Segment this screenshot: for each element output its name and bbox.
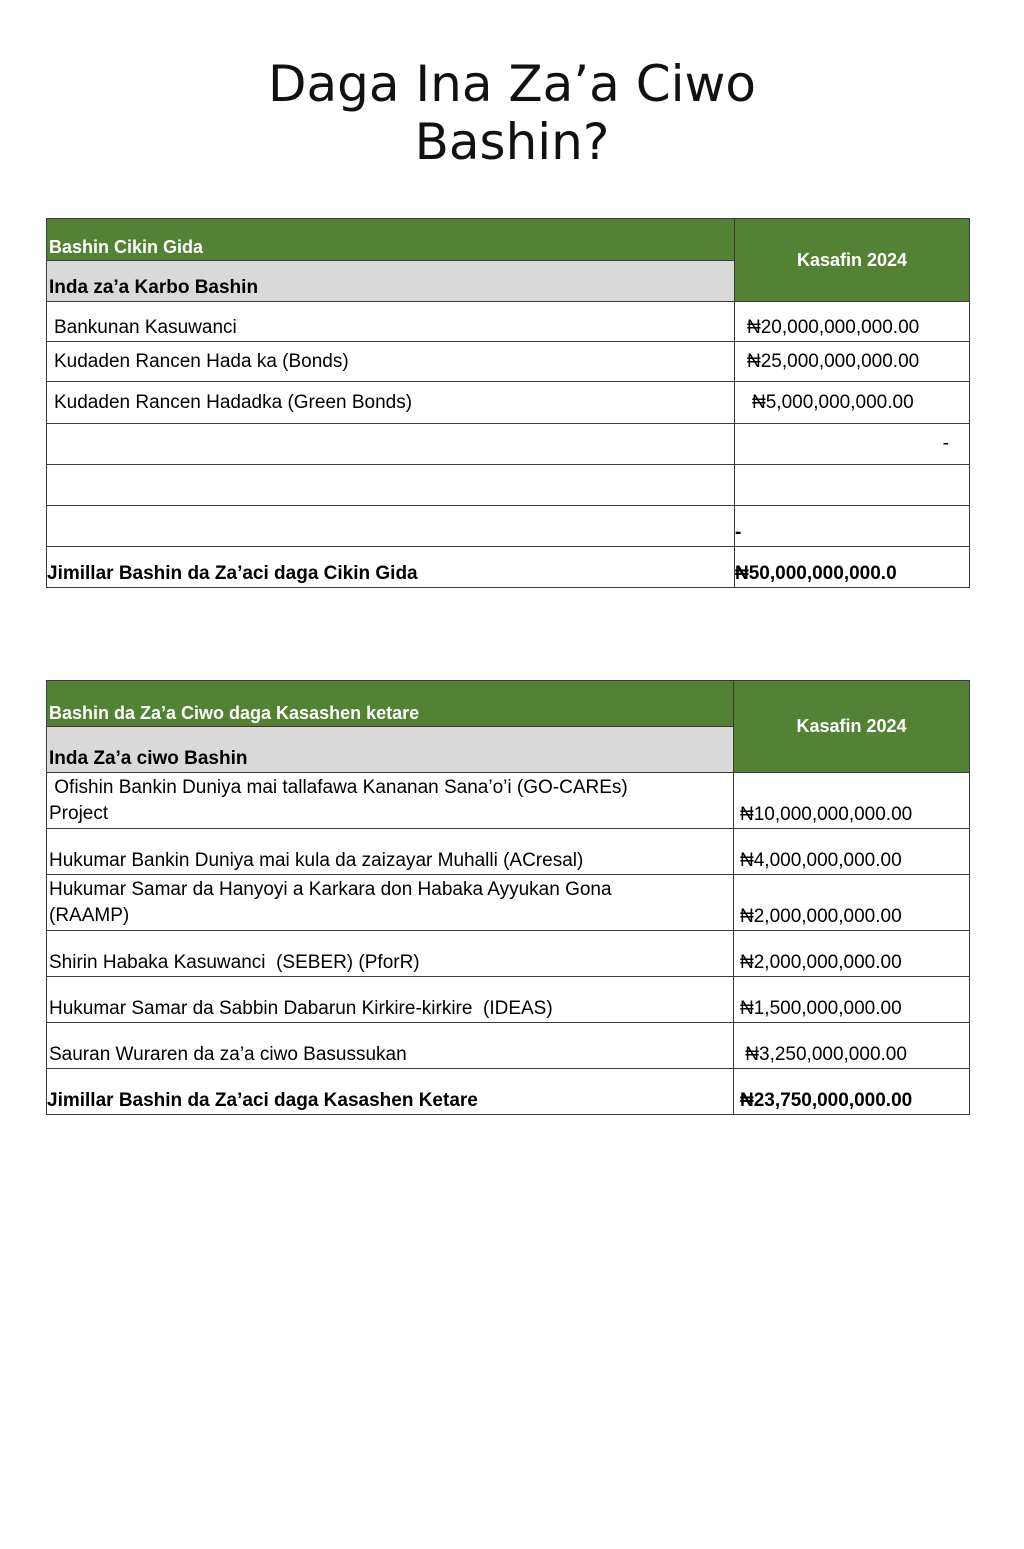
title-line-2: Bashin?	[414, 113, 610, 171]
table-row	[47, 1023, 970, 1069]
domestic-borrowing-table	[46, 218, 970, 588]
row-amount: ₦5,000,000,000.00	[735, 382, 970, 424]
total-row	[47, 547, 970, 588]
table-row	[47, 342, 970, 382]
row-amount: ₦1,500,000,000.00	[734, 977, 970, 1023]
row-label	[47, 506, 735, 547]
foreign-subheader: Inda Za’a ciwo Bashin	[47, 727, 734, 773]
domestic-header: Bashin Cikin Gida	[47, 219, 735, 261]
page-title	[0, 55, 1024, 171]
total-label: Jimillar Bashin da Za’aci daga Kasashen Ketare	[47, 1069, 734, 1115]
title-line-1: Daga Ina Za’a Ciwo	[268, 55, 756, 113]
table-row	[47, 931, 970, 977]
table-row	[47, 829, 970, 875]
foreign-header: Bashin da Za’a Ciwo daga Kasashen ketare	[47, 681, 734, 727]
row-label: Shirin Habaka Kasuwanci (SEBER) (PforR)	[47, 931, 734, 977]
row-label	[47, 465, 735, 506]
row-amount: ₦25,000,000,000.00	[735, 342, 970, 382]
table-row	[47, 875, 970, 931]
budget-column-header: Kasafin 2024	[734, 681, 970, 773]
row-amount: -	[735, 424, 970, 465]
row-amount: ₦4,000,000,000.00	[734, 829, 970, 875]
row-amount: -	[735, 506, 970, 547]
row-label-line-1: Hukumar Samar da Hanyoyi a Karkara don Habaka Ayyukan Gona	[49, 878, 612, 900]
table-row	[47, 465, 970, 506]
row-amount: ₦10,000,000,000.00	[734, 773, 970, 829]
table-row	[47, 302, 970, 342]
row-label: Bankunan Kasuwanci	[47, 302, 735, 342]
row-amount	[735, 465, 970, 506]
row-label	[47, 773, 734, 829]
row-label: Kudaden Rancen Hadadka (Green Bonds)	[47, 382, 735, 424]
table-row	[47, 506, 970, 547]
total-amount: ₦50,000,000,000.0	[735, 547, 970, 588]
total-row	[47, 1069, 970, 1115]
foreign-borrowing-table	[46, 680, 970, 1115]
row-label: Kudaden Rancen Hada ka (Bonds)	[47, 342, 735, 382]
total-label: Jimillar Bashin da Za’aci daga Cikin Gida	[47, 547, 735, 588]
row-label	[47, 875, 734, 931]
row-label: Hukumar Bankin Duniya mai kula da zaizayar Muhalli (ACresal)	[47, 829, 734, 875]
row-label: Sauran Wuraren da za’a ciwo Basussukan	[47, 1023, 734, 1069]
table-row	[47, 977, 970, 1023]
table-row	[47, 382, 970, 424]
budget-column-header: Kasafin 2024	[735, 219, 970, 302]
total-amount: ₦23,750,000,000.00	[734, 1069, 970, 1115]
row-amount: ₦2,000,000,000.00	[734, 875, 970, 931]
row-label: Hukumar Samar da Sabbin Dabarun Kirkire-kirkire (IDEAS)	[47, 977, 734, 1023]
domestic-subheader: Inda za’a Karbo Bashin	[47, 261, 735, 302]
row-label-line-2: Project	[49, 802, 109, 824]
table-row	[47, 773, 970, 829]
table-row	[47, 424, 970, 465]
row-amount: ₦2,000,000,000.00	[734, 931, 970, 977]
row-amount: ₦3,250,000,000.00	[734, 1023, 970, 1069]
row-amount: ₦20,000,000,000.00	[735, 302, 970, 342]
row-label	[47, 424, 735, 465]
row-label-line-1: Ofishin Bankin Duniya mai tallafawa Kananan Sana’o’i (GO-CAREs)	[49, 776, 628, 798]
row-label-line-2: (RAAMP)	[49, 904, 130, 926]
